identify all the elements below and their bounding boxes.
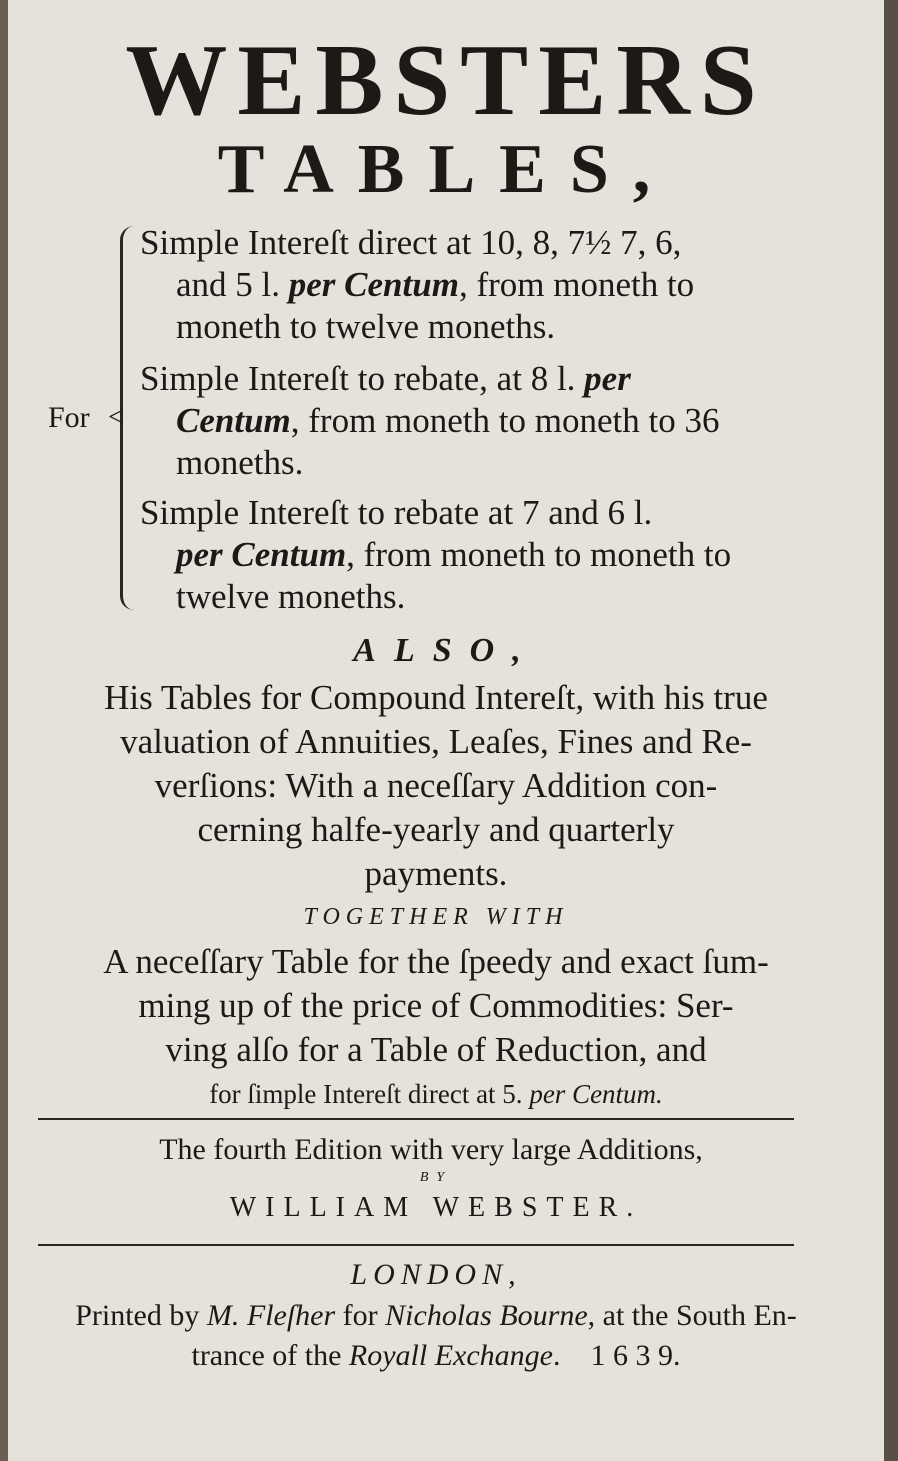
imprint-line [28, 1296, 844, 1336]
paragraph-line: A neceſſary Table for the ſpeedy and exact ſum- [103, 942, 769, 981]
text: Printed by [75, 1299, 207, 1332]
together-with-heading: TOGETHER WITH [303, 904, 569, 930]
text: , from moneth to [458, 265, 695, 304]
text: , from moneth to moneth to [346, 535, 732, 574]
divider-rule [38, 1244, 794, 1246]
entry-line [140, 400, 830, 442]
divider-rule [38, 1118, 794, 1120]
text: . [553, 1339, 561, 1372]
italic-text: per Centum [176, 535, 347, 574]
entry-simple-interest-rebate-7-6 [140, 492, 830, 618]
also-heading: ALSO, [353, 632, 539, 669]
for-label: For [48, 401, 90, 434]
book-subtitle: TABLES, [217, 131, 675, 208]
italic-text: per [584, 359, 631, 398]
paragraph-line: payments. [364, 854, 508, 893]
entry-line: moneths. [176, 443, 304, 482]
paragraph-line: ving alſo for a Table of Reduction, and [165, 1030, 707, 1069]
imprint [28, 1296, 844, 1376]
paragraph-line: His Tables for Compound Intereſt, with his true [104, 678, 768, 717]
entry-simple-interest-direct [140, 222, 830, 348]
text: and 5 l. [176, 265, 289, 304]
paragraph-line: ming up of the price of Commodities: Ser- [138, 986, 734, 1025]
publication-year: 1 6 3 9. [590, 1339, 681, 1372]
text: Simple Intereſt to rebate, at 8 l. [140, 359, 585, 398]
paragraph-line: verſions: With a neceſſary Addition con- [154, 766, 718, 805]
entry-simple-interest-rebate-8 [140, 358, 830, 484]
entry-line: Simple Intereſt direct at 10, 8, 7½ 7, 6, [140, 223, 682, 262]
entry-line [140, 359, 631, 398]
edition-statement: The fourth Edition with very large Additions, [159, 1133, 703, 1166]
place-of-publication: LONDON, [350, 1258, 522, 1291]
imprint-line [28, 1336, 844, 1376]
author-name: WILLIAM WEBSTER. [229, 1192, 643, 1223]
entry-line [140, 534, 830, 576]
bookseller-name: Nicholas Bourne [385, 1299, 588, 1332]
paragraph-line: cerning halfe-yearly and quarterly [197, 810, 675, 849]
by-label: BY [419, 1170, 453, 1185]
text: , at the South En- [587, 1299, 797, 1332]
location-name: Royall Exchange [348, 1339, 553, 1372]
entry-line: twelve moneths. [176, 577, 406, 616]
compound-interest-paragraph [28, 676, 844, 896]
text: , from moneth to moneth to 36 [290, 401, 720, 440]
brace-point-icon: < [108, 402, 124, 433]
text: for [335, 1299, 386, 1332]
italic-text: per Centum. [529, 1079, 663, 1109]
entry-line: Simple Intereſt to rebate at 7 and 6 l. [140, 493, 653, 532]
text: for ſimple Intereſt direct at 5. [209, 1079, 530, 1109]
commodities-paragraph [28, 940, 844, 1116]
book-title: WEBSTERS [125, 24, 767, 137]
text: trance of the [191, 1339, 349, 1372]
italic-text: per Centum [288, 265, 459, 304]
italic-text: Centum [176, 401, 291, 440]
printer-name: M. Fleſher [206, 1299, 336, 1332]
entry-line [140, 264, 830, 306]
entry-line: moneth to twelve moneths. [176, 307, 556, 346]
paragraph-line: valuation of Annuities, Leaſes, Fines and Re- [120, 722, 752, 761]
paragraph-line [28, 1072, 844, 1116]
